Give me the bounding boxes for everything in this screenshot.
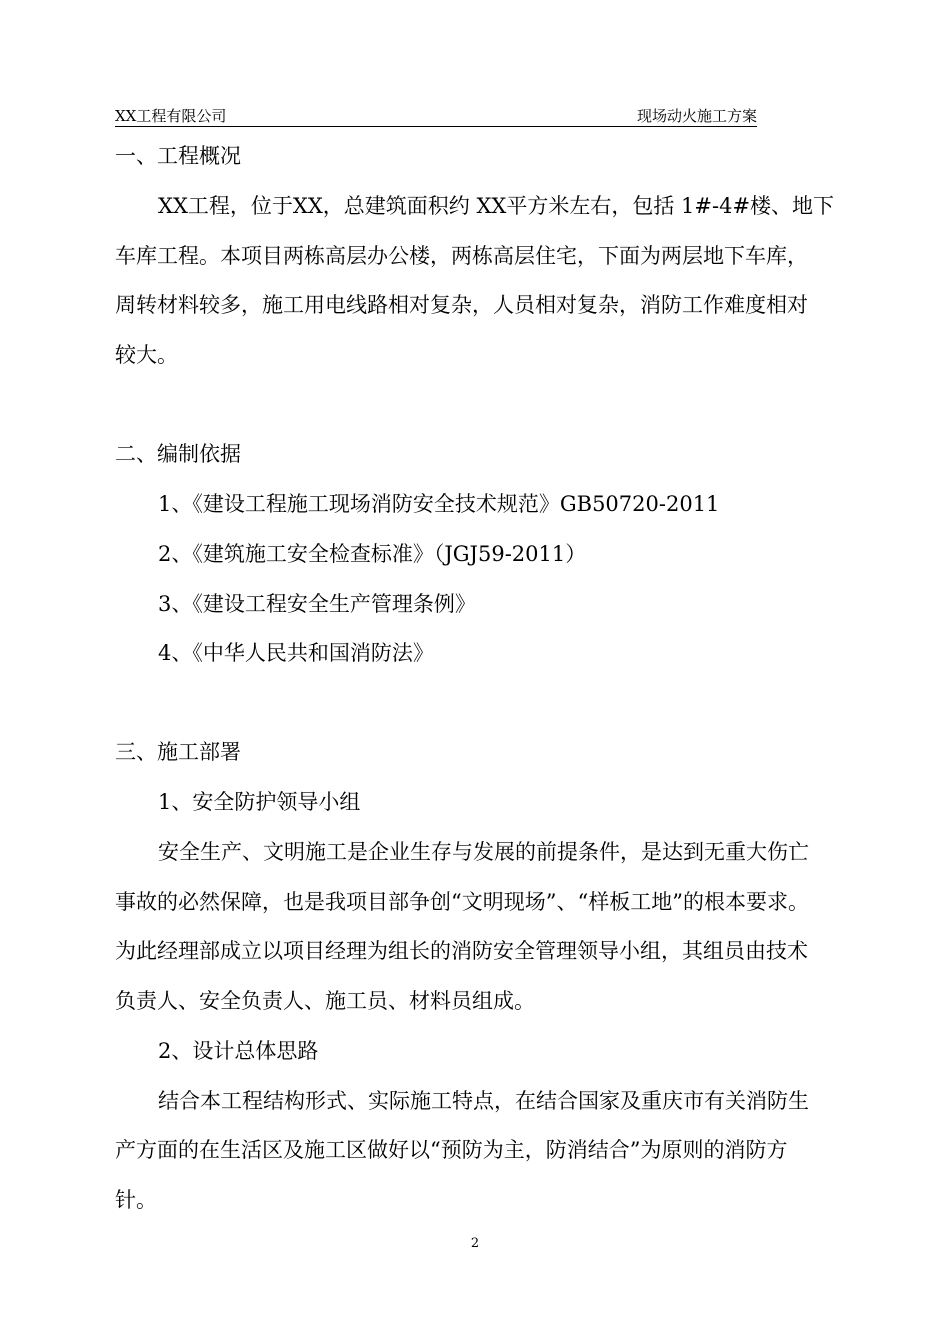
paragraph-line: 针。 <box>115 1188 157 1212</box>
page-header <box>115 106 757 127</box>
page-number: 2 <box>470 1236 480 1251</box>
company-name: XX工程有限公司 <box>115 107 227 125</box>
document-title: 现场动火施工方案 <box>636 107 757 125</box>
paragraph-line: 为此经理部成立以项目经理为组长的消防安全管理领导小组，其组员由技术 <box>115 939 808 963</box>
paragraph-line: 事故的必然保障，也是我项目部争创“文明现场”、“样板工地”的根本要求。 <box>115 890 809 914</box>
list-item: 1、《建设工程施工现场消防安全技术规范》GB50720-2011 <box>158 492 720 516</box>
section-heading-basis: 二、编制依据 <box>115 442 241 466</box>
section-heading-deployment: 三、施工部署 <box>115 740 241 764</box>
paragraph-line: 安全生产、文明施工是企业生存与发展的前提条件，是达到无重大伤亡 <box>158 840 809 864</box>
section-heading-overview: 一、工程概况 <box>115 144 241 168</box>
paragraph-line: 负责人、安全负责人、施工员、材料员组成。 <box>115 989 535 1013</box>
list-item: 2、《建筑施工安全检查标准》（JGJ59-2011） <box>158 542 587 566</box>
subheading-safety-group: 1、安全防护领导小组 <box>158 790 361 814</box>
subheading-design-approach: 2、设计总体思路 <box>158 1039 319 1063</box>
list-item: 4、《中华人民共和国消防法》 <box>158 641 434 665</box>
list-item: 3、《建设工程安全生产管理条例》 <box>158 592 476 616</box>
paragraph-line: 结合本工程结构形式、实际施工特点，在结合国家及重庆市有关消防生 <box>158 1089 809 1113</box>
paragraph-line: 较大。 <box>115 343 178 367</box>
paragraph-line: 周转材料较多，施工用电线路相对复杂，人员相对复杂，消防工作难度相对 <box>115 293 808 317</box>
paragraph-line: 车库工程。本项目两栋高层办公楼，两栋高层住宅，下面为两层地下车库， <box>115 244 808 268</box>
paragraph-line: XX工程，位于XX，总建筑面积约 XX平方米左右，包括 1#-4#楼、地下 <box>158 194 835 218</box>
paragraph-line: 产方面的在生活区及施工区做好以“预防为主，防消结合”为原则的消防方 <box>115 1138 788 1162</box>
